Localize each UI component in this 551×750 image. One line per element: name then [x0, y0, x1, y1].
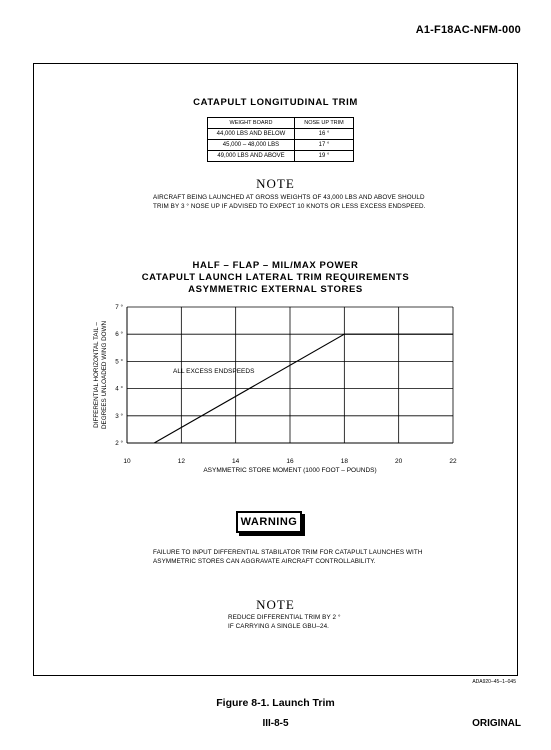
note-title: NOTE — [256, 597, 295, 612]
table-cell-trim: 19 ° — [295, 151, 354, 162]
x-tick-label: 10 — [123, 458, 131, 465]
table-cell-weight: 44,000 LBS AND BELOW — [208, 129, 295, 140]
page-number: III-8-5 — [262, 718, 289, 729]
note-line: AIRCRAFT BEING LAUNCHED AT GROSS WEIGHTS OF 43,000 LBS AND ABOVE SHOULD — [153, 194, 425, 201]
warning-line: FAILURE TO INPUT DIFFERENTIAL STABILATOR TRIM FOR CATAPULT LAUNCHES WITH — [153, 549, 423, 556]
y-tick-label: 7 ° — [115, 304, 123, 311]
y-tick-label: 2 ° — [115, 440, 123, 447]
chart-grid — [127, 307, 453, 443]
note-line: IF CARRYING A SINGLE GBU–24. — [228, 623, 330, 630]
y-tick-label: 5 ° — [115, 358, 123, 366]
table-cell-weight: 49,000 LBS AND ABOVE — [208, 151, 295, 162]
x-tick-label: 14 — [232, 458, 240, 465]
x-axis-label: ASYMMETRIC STORE MOMENT (1000 FOOT – POUNDS) — [203, 467, 377, 474]
warning-box: WARNING — [236, 511, 302, 533]
note-text — [228, 613, 341, 631]
note-line: REDUCE DIFFERENTIAL TRIM BY 2 ° — [228, 614, 341, 621]
x-tick-label: 18 — [340, 458, 348, 465]
y-tick-label: 6 ° — [115, 331, 123, 339]
edition-label: ORIGINAL — [472, 718, 521, 729]
note-line: TRIM BY 3 ° NOSE UP IF ADVISED TO EXPECT 10 KNOTS OR LESS EXCESS ENDSPEED. — [153, 203, 426, 210]
y-tick-label: 4 ° — [115, 385, 123, 393]
trim-section-title: CATAPULT LONGITUDINAL TRIM — [193, 97, 358, 108]
table-header-trim: NOSE UP TRIM — [295, 118, 354, 129]
table-cell-weight: 45,000 – 48,000 LBS — [208, 140, 295, 151]
y-axis-label-line: DEGREES UNLOADED WING DOWN — [101, 320, 108, 430]
series-label: ALL EXCESS ENDSPEEDS — [173, 368, 255, 375]
reference-code: ADA920–45–1–045 — [472, 679, 516, 685]
x-tick-label: 20 — [395, 458, 403, 465]
note-title: NOTE — [256, 176, 295, 191]
warning-text — [153, 548, 423, 566]
chart-title-line-1: HALF – FLAP – MIL/MAX POWER — [192, 260, 359, 271]
chart-title-line-2: CATAPULT LAUNCH LATERAL TRIM REQUIREMENTS — [141, 272, 410, 283]
chart-ticks — [115, 303, 457, 465]
y-tick-label: 3 ° — [115, 412, 123, 420]
y-axis-label — [93, 320, 108, 429]
x-tick-label: 12 — [177, 458, 185, 465]
chart-title-line-3: ASYMMETRIC EXTERNAL STORES — [188, 284, 363, 295]
x-tick-label: 16 — [286, 458, 294, 465]
x-tick-label: 22 — [449, 458, 457, 465]
y-axis-label-line: DIFFERENTIAL HORIZONTAL TAIL – — [93, 322, 100, 428]
document-id: A1-F18AC-NFM-000 — [415, 24, 521, 36]
warning-line: ASYMMETRIC STORES CAN AGGRAVATE AIRCRAFT CONTROLLABILITY. — [153, 558, 376, 565]
figure-caption: Figure 8-1. Launch Trim — [216, 697, 335, 709]
table-header-weight: WEIGHT BOARD — [208, 118, 295, 129]
table-cell-trim: 16 ° — [295, 129, 354, 140]
table-cell-trim: 17 ° — [295, 140, 354, 151]
